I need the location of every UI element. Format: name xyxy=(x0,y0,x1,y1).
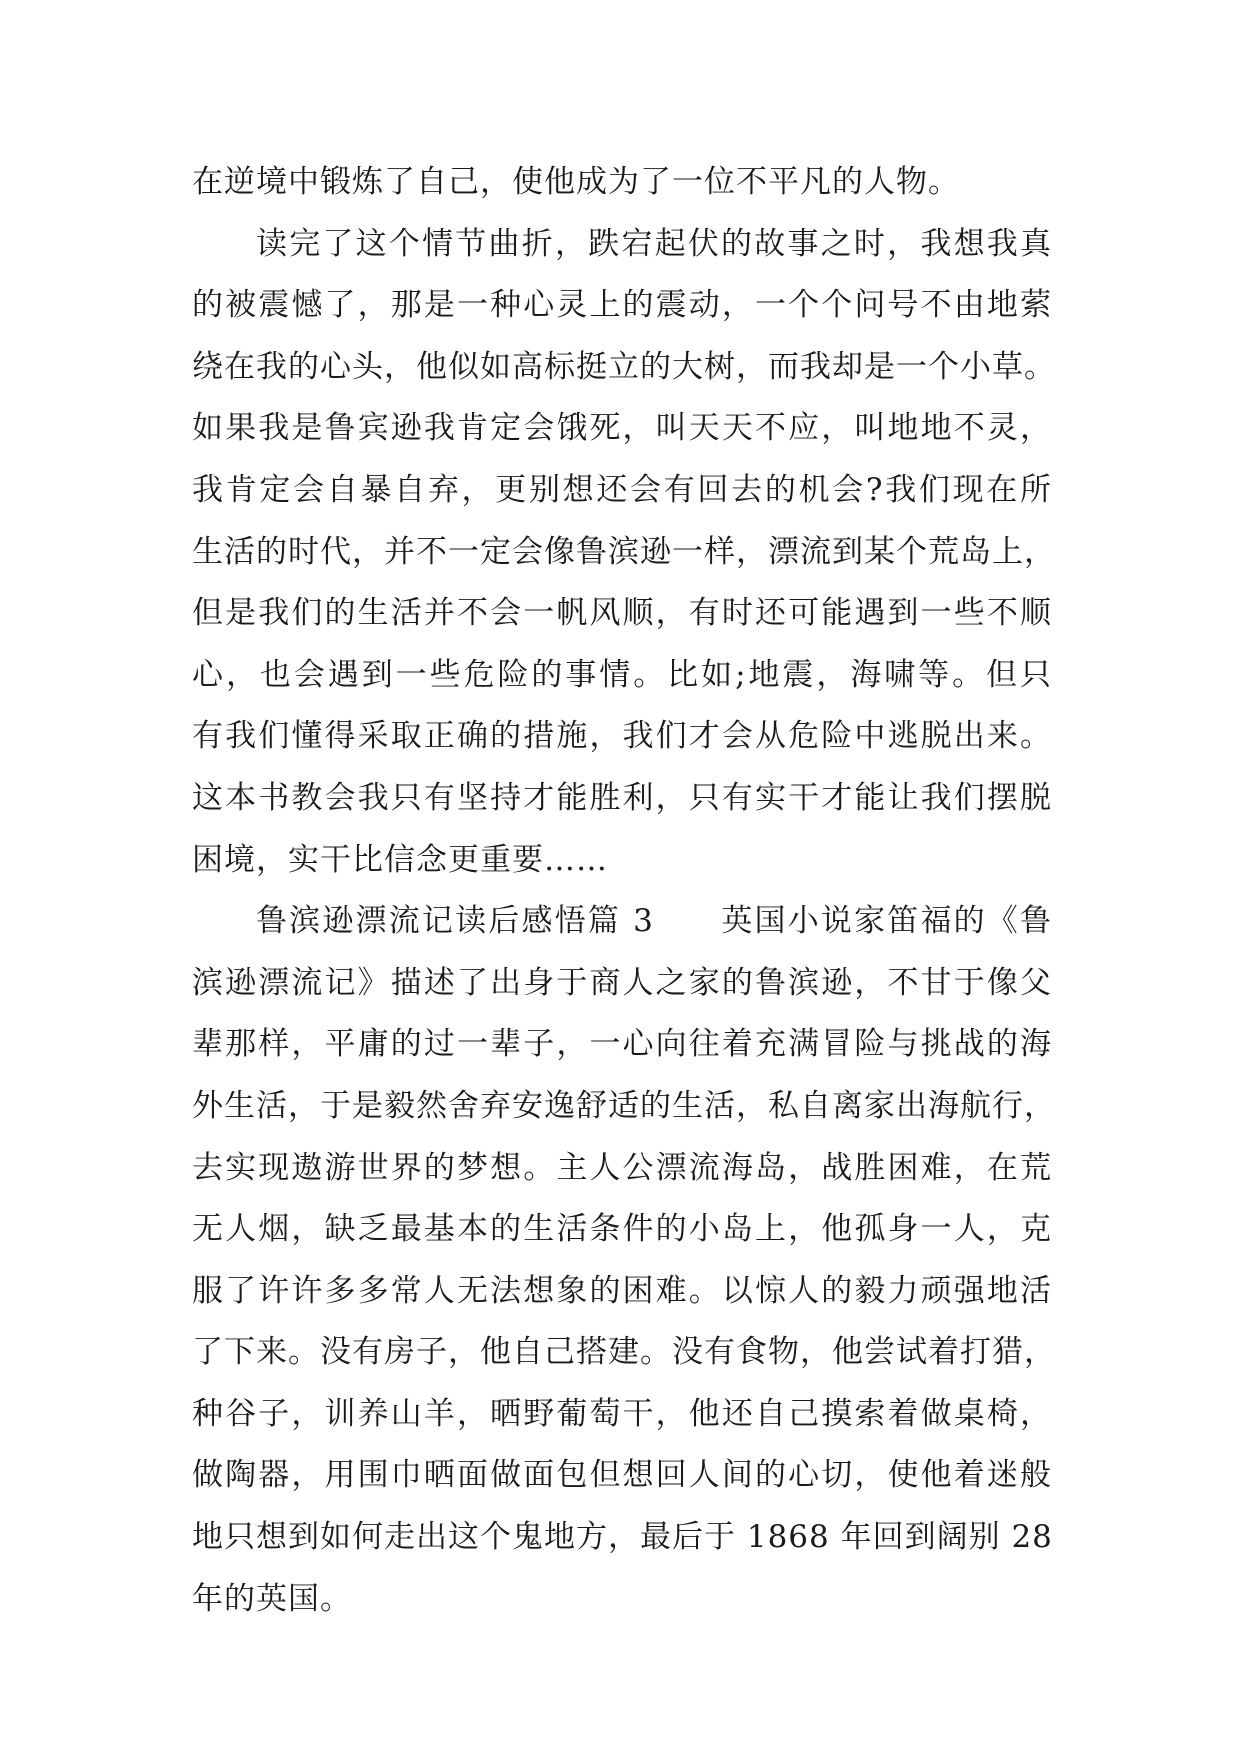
text-line: 在逆境中锻炼了自己，使他成为了一位不平凡的人物。 xyxy=(192,164,960,200)
text-line: 有我们懂得采取正确的措施，我们才会从危险中逃脱出来。 xyxy=(192,718,1052,755)
text-line: 的被震憾了，那是一种心灵上的震动，一个个问号不由地萦 xyxy=(192,287,1052,324)
text-line: 辈那样，平庸的过一辈子，一心向往着充满冒险与挑战的海 xyxy=(192,1026,1052,1063)
text-line: 外生活，于是毅然舍弃安逸舒适的生活，私自离家出海航行， xyxy=(192,1087,1056,1124)
text-line: 滨逊漂流记》描述了出身于商人之家的鲁滨逊，不甘于像父 xyxy=(192,964,1052,1001)
text-line: 年的英国。 xyxy=(192,1580,352,1617)
text-line: 但是我们的生活并不会一帆风顺，有时还可能遇到一些不顺 xyxy=(192,595,1052,632)
text-line: 无人烟，缺乏最基本的生活条件的小岛上，他孤身一人，克 xyxy=(192,1211,1052,1248)
text-line: 绕在我的心头，他似如高标挺立的大树，而我却是一个小草。 xyxy=(192,348,1056,385)
text-line: 生活的时代，并不一定会像鲁滨逊一样，漂流到某个荒岛上， xyxy=(192,533,1056,570)
text-line: 种谷子，训养山羊，晒野葡萄干，他还自己摸索着做桌椅， xyxy=(192,1395,1052,1432)
text-line: 做陶器，用围巾晒面做面包但想回人间的心切，使他着迷般 xyxy=(192,1457,1052,1494)
text-line: 困境，实干比信念更重要…… xyxy=(192,841,608,878)
section-heading-line: 鲁滨逊漂流记读后感悟篇 3 英国小说家笛福的《鲁 xyxy=(256,903,1052,940)
text-line: 如果我是鲁宾逊我肯定会饿死，叫天天不应，叫地地不灵， xyxy=(192,410,1052,447)
body-text xyxy=(192,152,1056,1630)
paragraph-start-line: 读完了这个情节曲折，跌宕起伏的故事之时，我想我真 xyxy=(256,225,1052,262)
text-line: 心，也会遇到一些危险的事情。比如;地震，海啸等。但只 xyxy=(192,656,1052,693)
text-line: 这本书教会我只有坚持才能胜利，只有实干才能让我们摆脱 xyxy=(192,779,1052,816)
text-line: 地只想到如何走出这个鬼地方，最后于 1868 年回到阔别 28 xyxy=(192,1519,1053,1556)
text-line: 去实现遨游世界的梦想。主人公漂流海岛，战胜困难，在荒 xyxy=(192,1149,1052,1186)
text-line: 了下来。没有房子，他自己搭建。没有食物，他尝试着打猎， xyxy=(192,1334,1056,1371)
text-line: 我肯定会自暴自弃，更别想还会有回去的机会?我们现在所 xyxy=(192,471,1052,508)
text-line: 服了许许多多常人无法想象的困难。以惊人的毅力顽强地活 xyxy=(192,1272,1052,1309)
